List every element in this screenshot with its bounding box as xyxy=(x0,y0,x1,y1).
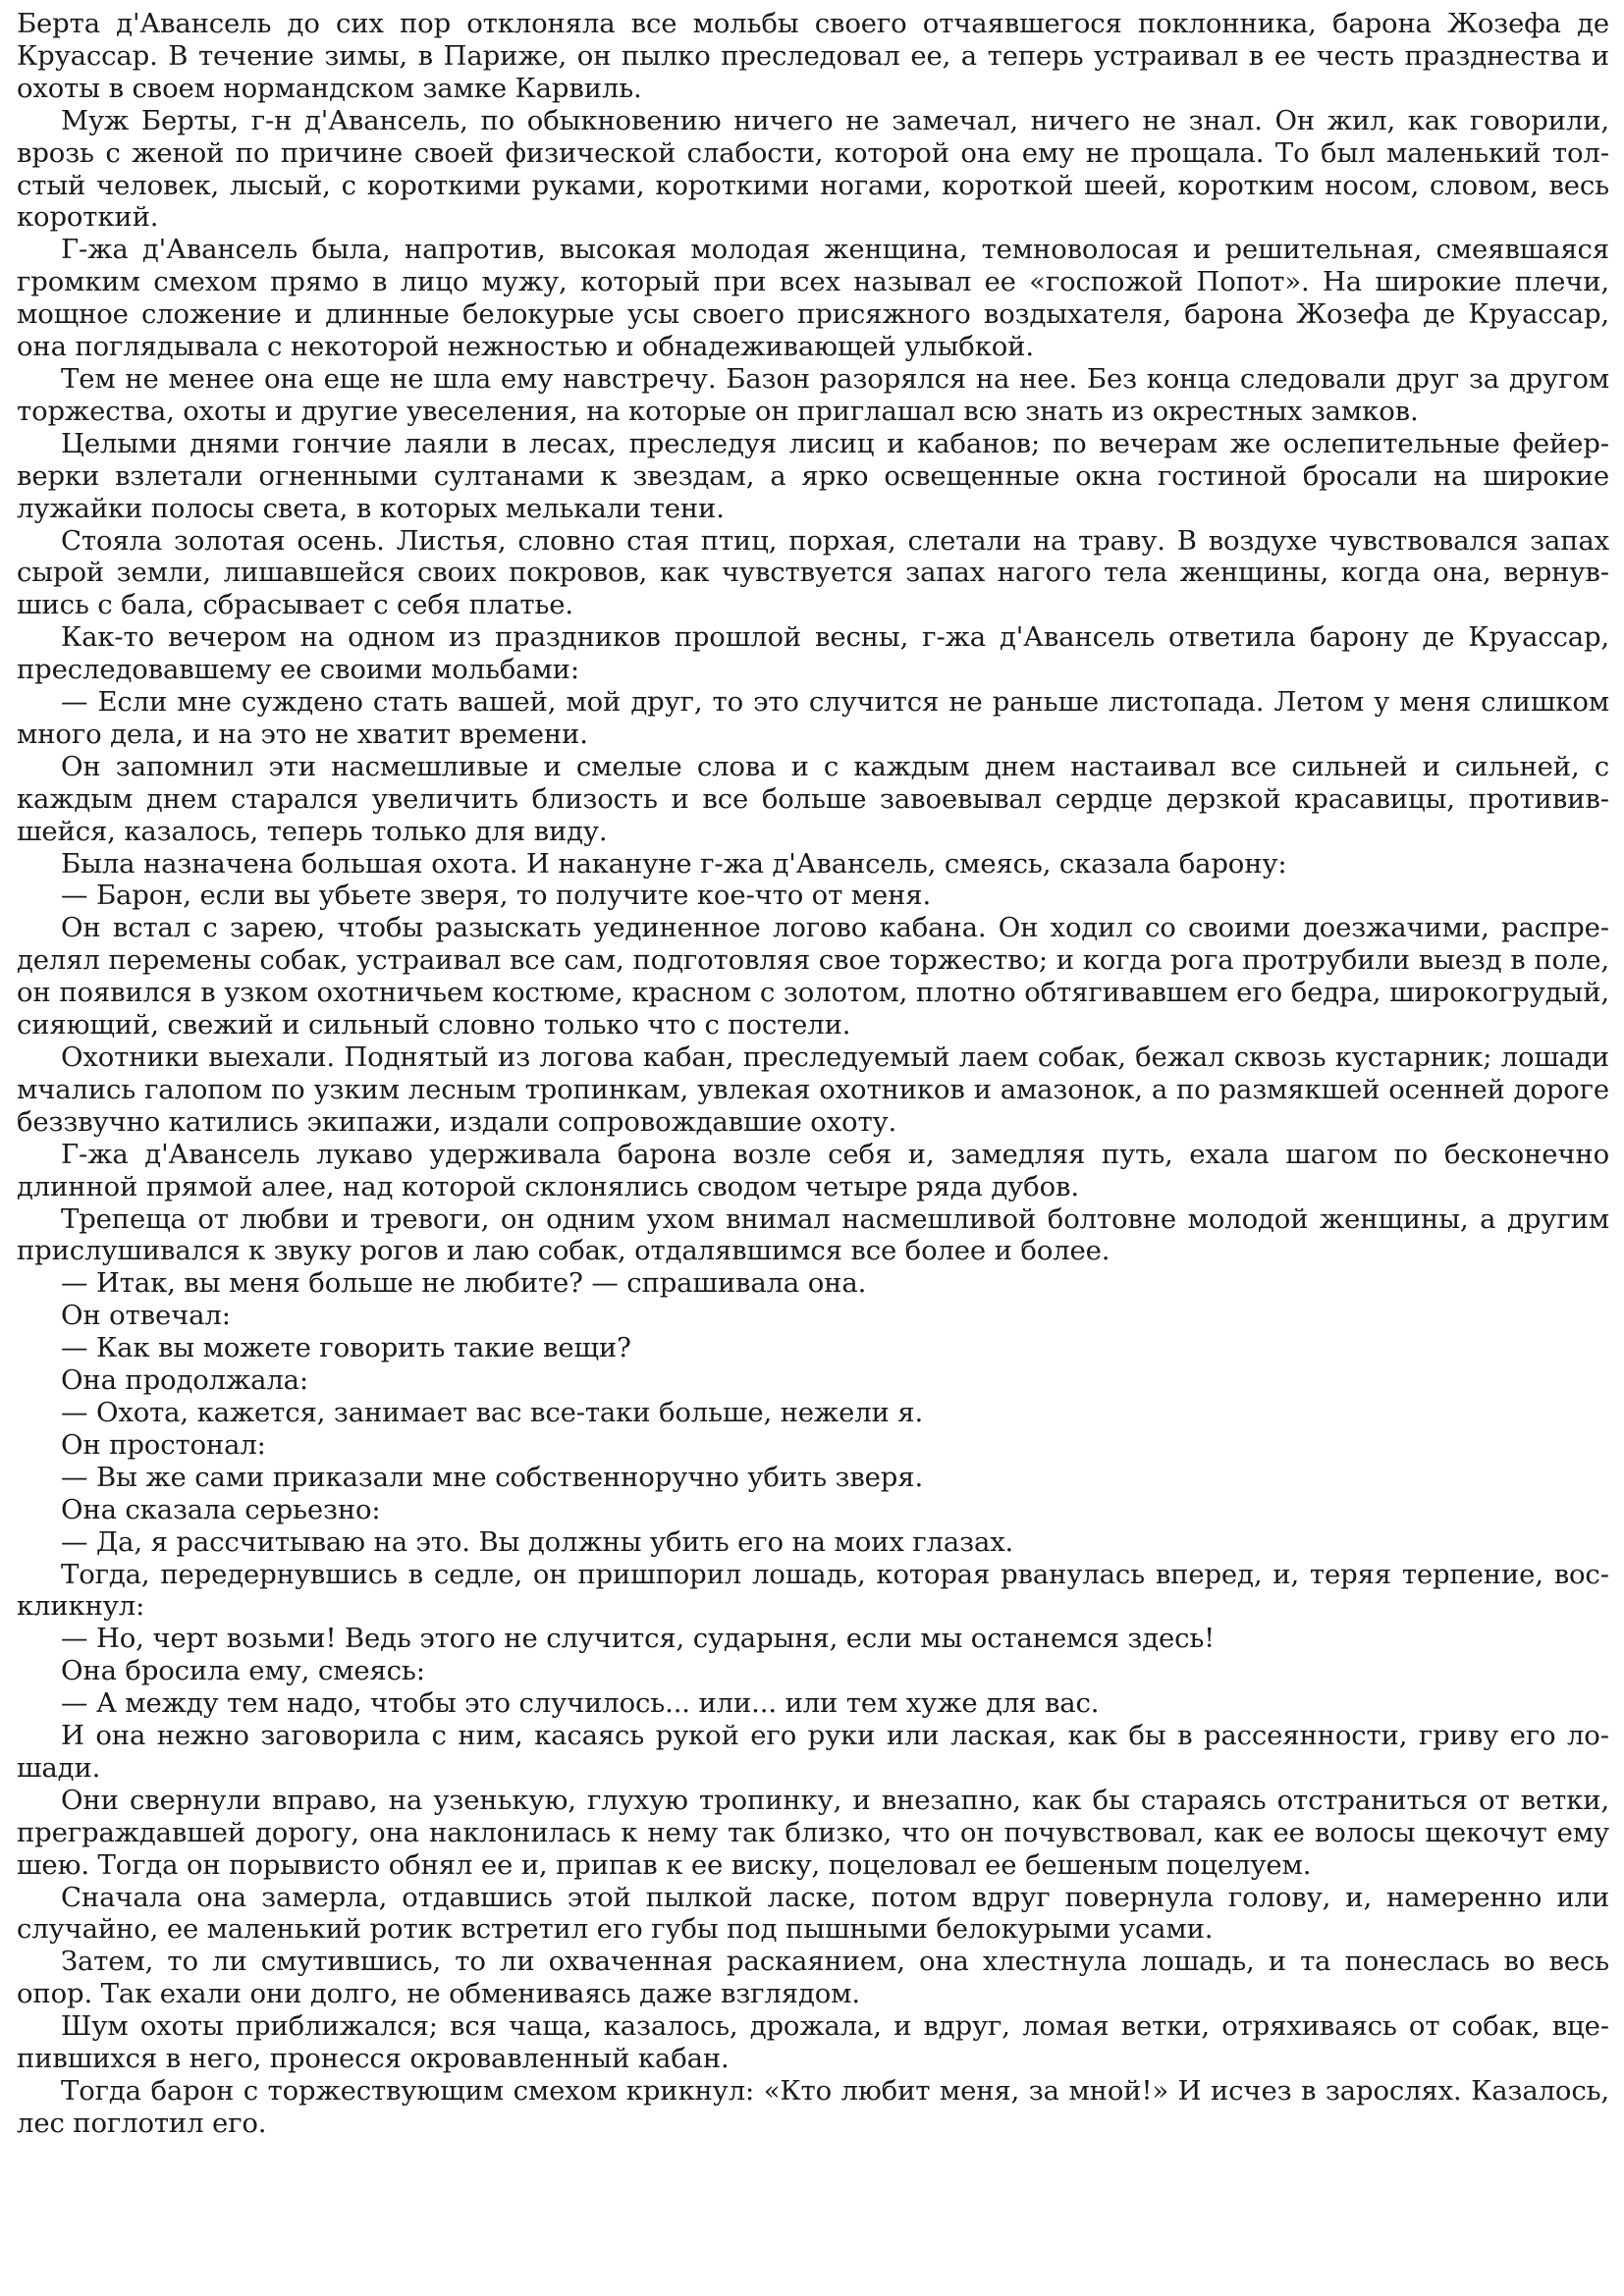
paragraph: Тогда барон с торжествующим смехом крикнул: «Кто любит меня, за мной!» И исчез в зарослях. Казалось, лес поглотил его. xyxy=(17,2075,1609,2139)
paragraph: Стояла золотая осень. Листья, словно стая птиц, порхая, слетали на траву. В воздухе чувствовался запах сырой земли, лишавшейся своих покровов, как чувствуется запах нагого тела женщины, когда она, вернувшись с бала, сбрасывает с себя платье. xyxy=(17,524,1609,621)
dialogue-line: — Барон, если вы убьете зверя, то получите кое-что от меня. xyxy=(61,880,932,912)
dialogue-line: — Если мне суждено стать вашей, мой друг, то это случится не раньше листопада. Летом у меня слишком много дела, и на это не хватит времени. xyxy=(17,686,1609,750)
dialogue-line: — Итак, вы меня больше не любите? — спрашивала она. xyxy=(61,1267,867,1300)
paragraph: И она нежно заговорила с ним, касаясь рукой его руки или лаская, как бы в рассеянности, гриву его лошади. xyxy=(17,1720,1609,1784)
paragraph: Шум охоты приближался; вся чаща, казалось, дрожала, и вдруг, ломая ветки, отряхиваясь от собак, вцепившихся в него, пронесся окровавленный кабан. xyxy=(17,2010,1609,2075)
paragraph: Они свернули вправо, на узенькую, глухую тропинку, и внезапно, как бы стараясь отстраниться от ветки, преграждавшей дорогу, она наклонилась к нему так близко, что он почувствовал, как ее волосы щекочут ему шею. Тогда он порывисто обнял ее и, припав к ее виску, поцеловал ее бешеным поцелуем. xyxy=(17,1784,1609,1881)
paragraph: Она бросила ему, смеясь: xyxy=(61,1655,425,1687)
paragraph: Берта д'Авансель до сих пор отклоняла все мольбы своего отчаявшегося поклонника, барона Жозефа де Круассар. В течение зимы, в Париже, он пылко преследовал ее, а теперь устраивал в ее честь празднества и охоты в своем нормандском замке Карвиль. xyxy=(17,8,1609,104)
paragraph: Охотники выехали. Поднятый из логова кабан, преследуемый лаем собак, бежал сквозь кустарник; лошади мчались галопом по узким лесным тропинкам, увлекая охотников и амазонок, а по размякшей осенней дороге беззвучно катились экипажи, издали сопровождавшие охоту. xyxy=(17,1041,1609,1138)
paragraph: Он отвечал: xyxy=(61,1300,231,1332)
dialogue-line: — Охота, кажется, занимает вас все-таки больше, нежели я. xyxy=(61,1396,924,1428)
document-page xyxy=(17,8,1609,2140)
paragraph: Была назначена большая охота. И накануне г-жа д'Авансель, смеясь, сказала барону: xyxy=(61,847,1287,880)
paragraph: Тем не менее она еще не шла ему навстречу. Базон разорялся на нее. Без конца следовали друг за другом торжества, охоты и другие увеселения, на которые он приглашал всю знать из окрестных замков. xyxy=(17,362,1609,427)
paragraph: Сначала она замерла, отдавшись этой пылкой ласке, потом вдруг повернула голову, и, намеренно или случайно, ее маленький ротик встретил его губы под пышными белокурыми усами. xyxy=(17,1881,1609,1946)
paragraph: Затем, то ли смутившись, то ли охваченная раскаянием, она хлестнула лошадь, и та понеслась во весь опор. Так ехали они долго, не обмениваясь даже взглядом. xyxy=(17,1946,1609,2010)
paragraph: Как-то вечером на одном из праздников прошлой весны, г-жа д'Авансель ответила барону де Круассар, преследовавшему ее своими мольбами: xyxy=(17,621,1609,686)
paragraph: Целыми днями гончие лаяли в лесах, преследуя лисиц и кабанов; по вечерам же ослепительные фейерверки взлетали огненными султанами к звездам, а ярко освещенные окна гостиной бросали на широкие лужайки полосы света, в которых мелькали тени. xyxy=(17,427,1609,524)
dialogue-line: — А между тем надо, чтобы это случилось... или... или тем хуже для вас. xyxy=(61,1687,1100,1720)
paragraph: Г-жа д'Авансель лукаво удерживала барона возле себя и, замедляя путь, ехала шагом по бесконечно длинной прямой алее, над которой склонялись сводом четыре ряда дубов. xyxy=(17,1138,1609,1202)
dialogue-line: — Вы же сами приказали мне собственноручно убить зверя. xyxy=(61,1461,924,1493)
dialogue-line: — Как вы можете говорить такие вещи? xyxy=(61,1332,631,1364)
dialogue-line: — Но, черт возьми! Ведь этого не случится, сударыня, если мы останемся здесь! xyxy=(61,1623,1216,1655)
paragraph: Г-жа д'Авансель была, напротив, высокая молодая женщина, темноволосая и решительная, смеявшаяся громким смехом прямо в лицо мужу, который при всех называл ее «госпожой Попот». На широкие плечи, мощное сложение и длинные белокурые усы своего присяжного воздыхателя, барона Жозефа де Круассар, она поглядывала с некоторой нежностью и обнадеживающей улыбкой. xyxy=(17,234,1609,363)
paragraph: Тогда, передернувшись в седле, он пришпорил лошадь, которая рванулась вперед, и, теряя терпение, воскликнул: xyxy=(17,1558,1609,1623)
paragraph: Она продолжала: xyxy=(61,1364,309,1397)
paragraph: Он запомнил эти насмешливые и смелые слова и с каждым днем настаивал все сильней и сильней, с каждым днем старался увеличить близость и все больше завоевывал сердце дерзкой красавицы, противившейся, казалось, теперь только для виду. xyxy=(17,750,1609,847)
dialogue-line: — Да, я рассчитываю на это. Вы должны убить его на моих глазах. xyxy=(61,1525,1014,1558)
paragraph: Он встал с зарею, чтобы разыскать уединенное логово кабана. Он ходил со своими доезжачими, распределял перемены собак, устраивал все сам, подготовляя свое торжество; и когда рога протрубили выезд в поле, он появился в узком охотничьем костюме, красном с золотом, плотно обтягивавшем его бедра, широкогрудый, сияющий, свежий и сильный словно только что с постели. xyxy=(17,912,1609,1041)
paragraph: Трепеща от любви и тревоги, он одним ухом внимал насмешливой болтовне молодой женщины, а другим прислушивался к звуку рогов и лаю собак, отдалявшимся все более и более. xyxy=(17,1202,1609,1267)
paragraph: Она сказала серьезно: xyxy=(61,1493,381,1525)
paragraph: Муж Берты, г-н д'Авансель, по обыкновению ничего не замечал, ничего не знал. Он жил, как говорили, врозь с женой по причине своей физической слабости, которой она ему не прощала. То был маленький толстый человек, лысый, с короткими руками, короткими ногами, короткой шеей, коротким носом, словом, весь короткий. xyxy=(17,104,1609,234)
paragraph: Он простонал: xyxy=(61,1428,266,1461)
